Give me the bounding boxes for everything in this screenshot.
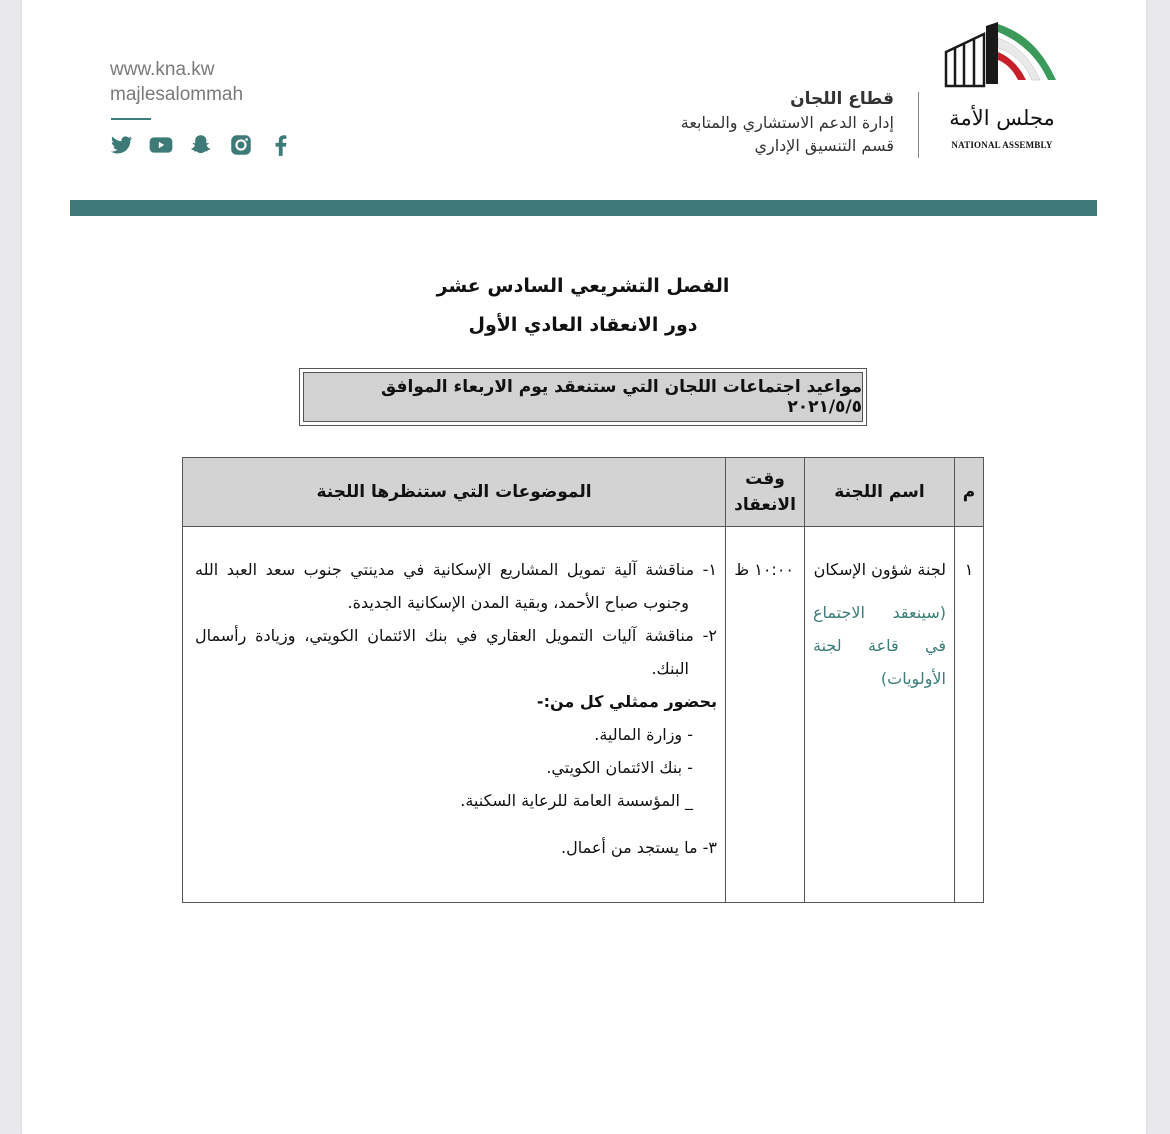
header-divider [918,92,919,158]
attendee-2: - بنك الائتمان الكويتي. [546,758,693,777]
meeting-location-note: (سينعقد الاجتماع في قاعة لجنة الأولويات) [813,603,946,688]
row-committee [805,527,955,903]
sector-name: قطاع اللجان [790,89,894,109]
attendee-3: _ المؤسسة العامة للرعاية السكنية. [460,791,693,810]
department-name: إدارة الدعم الاستشاري والمتابعة [680,113,894,132]
national-assembly-logo [940,20,1064,156]
website-url[interactable]: www.kna.kw [110,59,215,80]
youtube-icon[interactable] [148,132,174,158]
schedule-table [182,457,984,903]
social-icons [108,132,294,158]
legislative-term-title: الفصل التشريعي السادس عشر [436,275,730,297]
session-title: دور الانعقاد العادي الأول [468,314,698,336]
table-row [183,527,984,903]
facebook-icon[interactable] [268,132,294,158]
row-num [955,527,984,903]
social-handle[interactable]: majlesalommah [110,84,244,105]
meeting-time: ١٠:٠٠ ظ [734,560,794,579]
header-topics: الموضوعات التي ستنظرها اللجنة [183,458,726,527]
header-num: م [955,458,984,527]
topic-1: ١- مناقشة آلية تمويل المشاريع الإسكانية في مدينتي جنوب سعد العبد الله وجنوب صباح الأحمد، وبقية المدن الإسكانية الجديدة. [195,560,717,612]
table-header-row [183,458,984,527]
twitter-icon[interactable] [108,132,134,158]
row-time [726,527,805,903]
topic-2: ٢- مناقشة آليات التمويل العقاري في بنك الائتمان الكويتي، وزيادة رأسمال البنك. [195,626,717,678]
row-topics [183,527,726,903]
divider [111,118,151,120]
logo-arabic-text: مجلس الأمة [949,106,1055,130]
header-accent-bar [70,200,1097,216]
row-num-text: ١ [964,560,974,579]
header-time-text: وقت الانعقاد [734,469,796,515]
header-committee: اسم اللجنة [805,458,955,527]
logo-emblem-icon [940,20,1064,110]
topic-3: ٣- ما يستجد من أعمال. [560,838,717,857]
attendee-1: - وزارة المالية. [594,725,693,744]
committee-name: لجنة شؤون الإسكان [813,560,946,579]
logo-english-text: NATIONAL ASSEMBLY [951,140,1053,150]
header-time [726,458,805,527]
schedule-title-box [299,368,867,426]
attendance-heading: بحضور ممثلي كل من:- [536,692,717,711]
schedule-title: مواعيد اجتماعات اللجان التي ستنعقد يوم الاربعاء الموافق ٢٠٢١/٥/٥ [303,372,863,422]
section-name: قسم التنسيق الإداري [754,136,894,155]
instagram-icon[interactable] [228,132,254,158]
snapchat-icon[interactable] [188,132,214,158]
